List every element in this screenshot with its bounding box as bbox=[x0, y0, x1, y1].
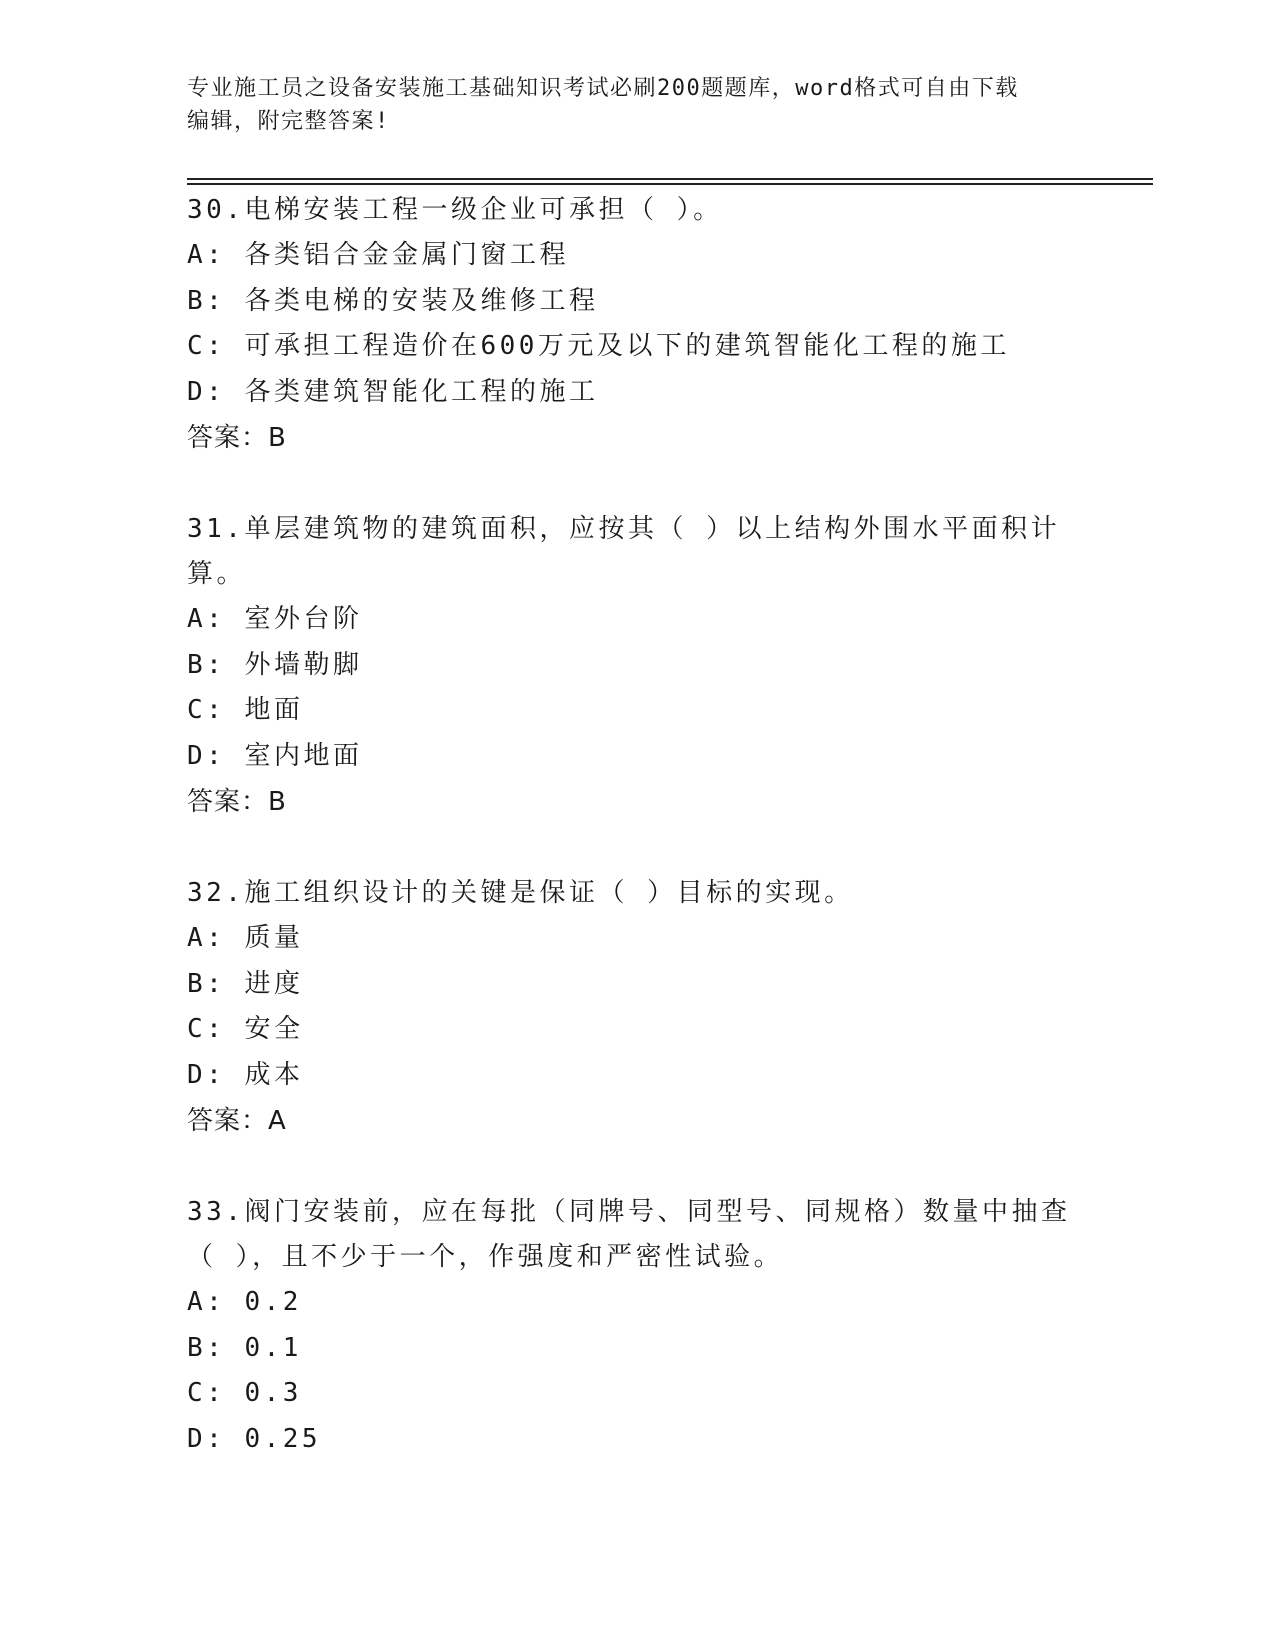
question-block bbox=[187, 188, 1087, 461]
answer-option-d bbox=[187, 370, 1087, 416]
option-key: B bbox=[187, 968, 207, 999]
question-block bbox=[187, 871, 1087, 1144]
option-separator: : bbox=[206, 1287, 226, 1317]
question-block bbox=[187, 507, 1087, 825]
answer-option-b bbox=[187, 643, 1087, 689]
question-stem: 33.阀门安装前，应在每批（同牌号、同型号、同规格）数量中抽查（ ），且不少于一个，作强度和严密性试验。 bbox=[187, 1197, 1071, 1272]
option-key: D bbox=[187, 376, 207, 407]
option-separator: : bbox=[206, 240, 226, 270]
answer-option-a bbox=[187, 597, 1087, 643]
question-block bbox=[187, 1190, 1087, 1462]
option-key: C bbox=[187, 695, 207, 725]
option-separator: : bbox=[206, 376, 226, 407]
answer-value: A bbox=[268, 1106, 287, 1136]
option-text: 0.1 bbox=[225, 1332, 302, 1363]
option-key: C bbox=[187, 1014, 207, 1044]
answer-option-b bbox=[187, 279, 1087, 325]
option-text: 各类建筑智能化工程的施工 bbox=[225, 376, 599, 407]
question-stem: 31.单层建筑物的建筑面积，应按其（ ）以上结构外围水平面积计算。 bbox=[187, 514, 1061, 589]
option-key: B bbox=[187, 285, 207, 316]
answer-option-d bbox=[187, 1053, 1087, 1099]
answer-option-c bbox=[187, 1371, 1087, 1417]
answer-option-c bbox=[187, 1007, 1087, 1053]
answer-value: B bbox=[268, 787, 287, 817]
option-separator: : bbox=[206, 604, 226, 634]
answer-label: 答案： bbox=[187, 423, 269, 453]
option-text: 室内地面 bbox=[225, 740, 363, 771]
option-text: 0.2 bbox=[225, 1287, 302, 1317]
option-text: 安全 bbox=[225, 1014, 304, 1044]
answer-option-a bbox=[187, 233, 1087, 279]
question-stem: 32.施工组织设计的关键是保证（ ）目标的实现。 bbox=[187, 878, 854, 908]
option-key: D bbox=[187, 1423, 207, 1454]
option-key: A bbox=[187, 923, 207, 953]
option-separator: : bbox=[206, 968, 226, 999]
option-separator: : bbox=[206, 285, 226, 316]
answer-line bbox=[187, 1098, 1087, 1144]
option-key: C bbox=[187, 331, 207, 361]
option-separator: : bbox=[206, 740, 226, 771]
answer-line bbox=[187, 415, 1087, 461]
option-separator: : bbox=[206, 1423, 226, 1454]
answer-option-c bbox=[187, 324, 1087, 370]
option-text: 质量 bbox=[225, 923, 304, 953]
header-title-line-1: 专业施工员之设备安装施工基础知识考试必刷200题题库，word格式可自由下载 bbox=[187, 76, 1019, 101]
question-stem: 30.电梯安装工程一级企业可承担（ ）。 bbox=[187, 195, 723, 225]
option-separator: : bbox=[206, 1378, 226, 1408]
option-text: 各类电梯的安装及维修工程 bbox=[225, 285, 599, 316]
option-text: 可承担工程造价在600万元及以下的建筑智能化工程的施工 bbox=[225, 331, 1010, 361]
option-text: 地面 bbox=[225, 695, 304, 725]
answer-option-d bbox=[187, 1417, 1087, 1463]
answer-option-b bbox=[187, 962, 1087, 1008]
answer-label: 答案： bbox=[187, 1106, 269, 1136]
option-text: 成本 bbox=[225, 1059, 304, 1090]
option-separator: : bbox=[206, 649, 226, 680]
answer-value: B bbox=[268, 423, 287, 453]
option-key: D bbox=[187, 740, 207, 771]
option-text: 室外台阶 bbox=[225, 604, 363, 634]
option-separator: : bbox=[206, 1332, 226, 1363]
answer-option-d bbox=[187, 734, 1087, 780]
option-separator: : bbox=[206, 923, 226, 953]
option-key: A bbox=[187, 240, 207, 270]
option-text: 进度 bbox=[225, 968, 304, 999]
option-key: B bbox=[187, 1332, 207, 1363]
option-key: B bbox=[187, 649, 207, 680]
question-list bbox=[187, 188, 1087, 1508]
option-text: 0.3 bbox=[225, 1378, 302, 1408]
answer-option-b bbox=[187, 1326, 1087, 1372]
document-header bbox=[187, 72, 1067, 138]
option-key: A bbox=[187, 604, 207, 634]
answer-option-a bbox=[187, 916, 1087, 962]
header-divider-bottom bbox=[187, 183, 1153, 185]
option-key: C bbox=[187, 1378, 207, 1408]
option-separator: : bbox=[206, 1059, 226, 1090]
option-text: 各类铝合金金属门窗工程 bbox=[225, 240, 569, 270]
option-text: 0.25 bbox=[225, 1423, 322, 1454]
option-text: 外墙勒脚 bbox=[225, 649, 363, 680]
answer-option-c bbox=[187, 688, 1087, 734]
option-separator: : bbox=[206, 1014, 226, 1044]
header-divider-top bbox=[187, 178, 1153, 180]
option-separator: : bbox=[206, 331, 226, 361]
answer-line bbox=[187, 779, 1087, 825]
answer-label: 答案： bbox=[187, 787, 269, 817]
option-key: A bbox=[187, 1287, 207, 1317]
header-title-line-2: 编辑，附完整答案! bbox=[187, 109, 390, 134]
answer-option-a bbox=[187, 1280, 1087, 1326]
option-separator: : bbox=[206, 695, 226, 725]
option-key: D bbox=[187, 1059, 207, 1090]
